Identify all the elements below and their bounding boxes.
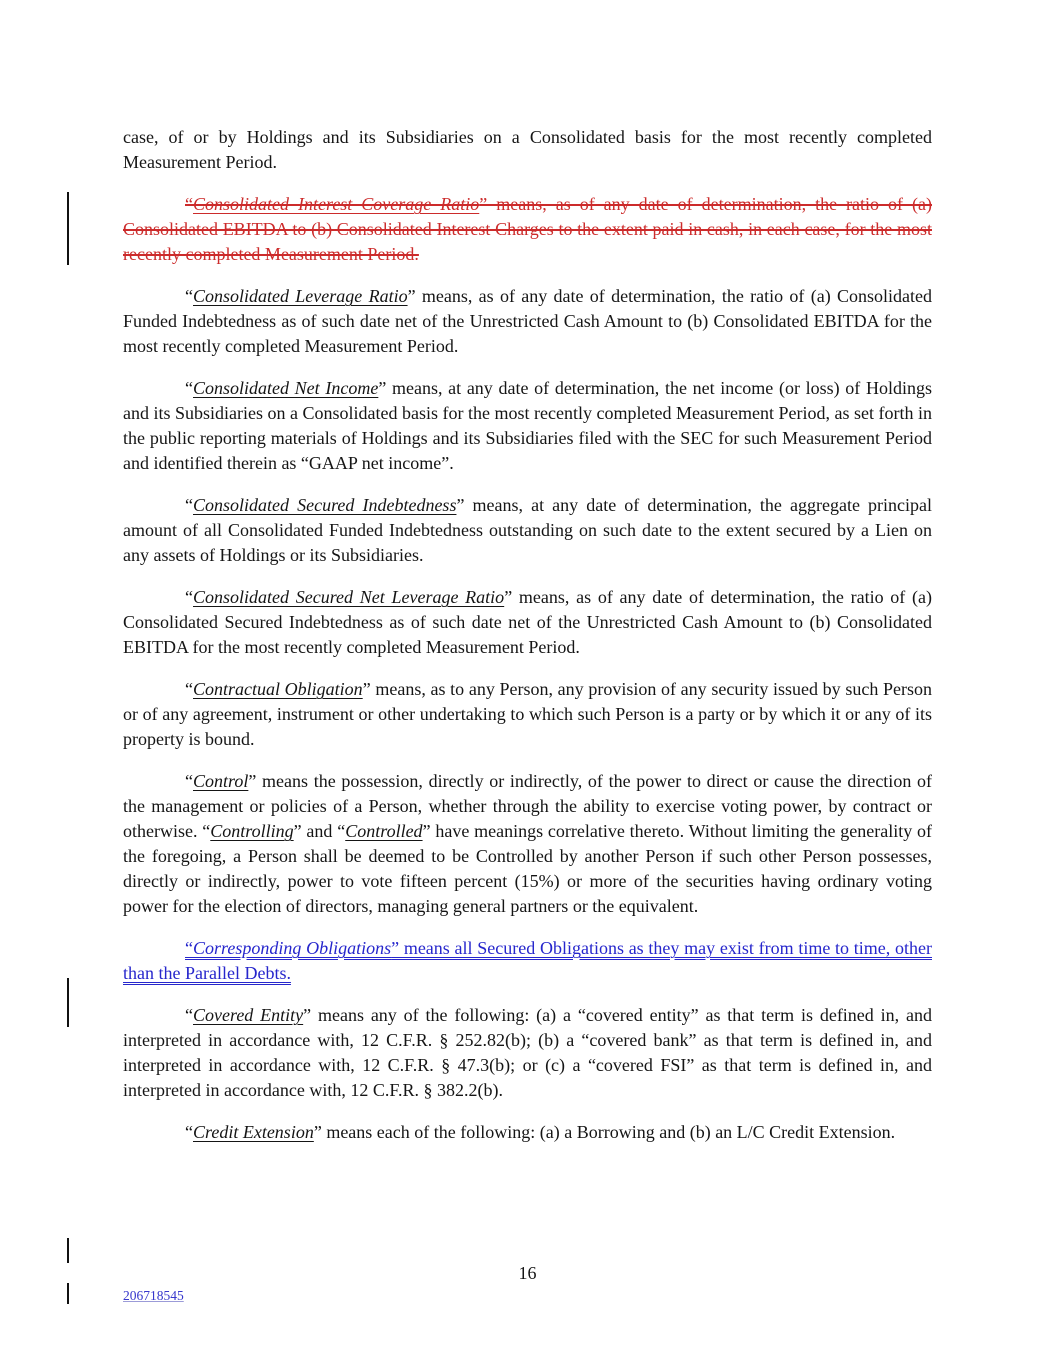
text-run: “	[185, 495, 193, 515]
text-run: “	[185, 587, 193, 607]
text-run: ” means, as of any date of determination, the ratio of (a) Consolidated Funded Indebtedness as of such date net of the Unrestricted Cash Amount to (b) Consolidated EBITDA for the most recently completed Measurement Period.	[123, 286, 932, 356]
document-body	[123, 125, 932, 1162]
text-run: “	[185, 286, 193, 306]
text-run: ” means the possession, directly or indirectly, of the power to direct or cause the direction of the management or policies of a Person, whether through the ability to exercise voting power, by contract or otherwise. “	[123, 771, 932, 841]
text-run: case, of or by Holdings and its Subsidiaries on a Consolidated basis for the most recently completed Measurement Period.	[123, 127, 932, 172]
text-run: “	[185, 194, 193, 214]
text-run: ” means any of the following: (a) a “covered entity” as that term is defined in, and interpreted in accordance with, 12 C.F.R. § 252.82(b); (b) a “covered bank” as that term is defined in, and interpreted in accordance with, 12 C.F.R. § 47.3(b); or (c) a “covered FSI” as that term is defined in, and interpreted in accordance with, 12 C.F.R. § 382.2(b).	[123, 1005, 932, 1100]
paragraph-continuation	[123, 125, 932, 175]
text-run: ” means, as of any date of determination, the ratio of (a) Consolidated EBITDA to (b) Consolidated Interest Charges to the extent paid in cash, in each case, for the most recently completed Measurement Period.	[123, 194, 932, 264]
defined-term: Control	[193, 771, 249, 791]
text-run: “	[185, 378, 193, 398]
text-run: ” means each of the following: (a) a Borrowing and (b) an L/C Credit Extension.	[313, 1122, 896, 1142]
paragraph-consolidated-interest-coverage-ratio	[123, 192, 932, 267]
defined-term: Controlled	[345, 821, 423, 841]
defined-term: Consolidated Leverage Ratio	[193, 286, 408, 306]
paragraph-control	[123, 769, 932, 919]
text-run: ” means, as of any date of determination, the ratio of (a) Consolidated Secured Indebtedness as of such date net of the Unrestricted Cash Amount to (b) Consolidated EBITDA for the most recently completed Measurement Period.	[123, 587, 933, 657]
text-run: “	[185, 1122, 193, 1142]
paragraph-consolidated-secured-net-leverage-ratio	[123, 585, 932, 660]
text-run: “	[185, 1005, 193, 1025]
change-bar	[67, 192, 69, 265]
text-run: ” and “	[293, 821, 346, 841]
defined-term: Controlling	[210, 821, 294, 841]
paragraph-consolidated-leverage-ratio	[123, 284, 932, 359]
paragraph-contractual-obligation	[123, 677, 932, 752]
paragraph-credit-extension	[123, 1120, 932, 1145]
defined-term: Consolidated Secured Net Leverage Ratio	[193, 587, 505, 607]
text-run: ” means all Secured Obligations as they may exist from time to time, other than the Parallel Debts.	[123, 938, 932, 983]
defined-term: Consolidated Net Income	[193, 378, 379, 398]
paragraph-covered-entity	[123, 1003, 932, 1103]
change-bar	[67, 1283, 69, 1304]
defined-term: Credit Extension	[193, 1122, 314, 1142]
text-run: ” means, at any date of determination, the aggregate principal amount of all Consolidated Funded Indebtedness outstanding on such date to the extent secured by a Lien on any assets of Holdings or its Subsidiaries.	[123, 495, 933, 565]
doc-id-link[interactable]: 206718545	[123, 1288, 184, 1303]
text-run: “	[185, 938, 193, 958]
text-run: “	[185, 771, 193, 791]
text-run: ” means, at any date of determination, the net income (or loss) of Holdings and its Subsidiaries on a Consolidated basis for the most recently completed Measurement Period, as set forth in the public reporting materials of Holdings and its Subsidiaries filed with the SEC for such Measurement Period and identified therein as “GAAP net income”.	[123, 378, 932, 473]
paragraph-corresponding-obligations	[123, 936, 932, 986]
change-bar	[67, 978, 69, 1027]
defined-term: Contractual Obligation	[193, 679, 363, 699]
text-run: ” means, as to any Person, any provision of any security issued by such Person or of any agreement, instrument or other undertaking to which such Person is a party or by which it or any of its property is bound.	[123, 679, 932, 749]
change-bar	[67, 1238, 69, 1263]
defined-term: Consolidated Interest Coverage Ratio	[193, 194, 480, 214]
paragraph-consolidated-net-income	[123, 376, 932, 476]
text-run: ” have meanings correlative thereto. Without limiting the generality of the foregoing, a Person shall be deemed to be Controlled by another Person if such other Person possesses, directly or indirectly, power to vote fifteen percent (15%) or more of the securities having ordinary voting power for the election of directors, managing general partners or the equivalent.	[123, 821, 933, 916]
defined-term: Corresponding Obligations	[193, 938, 392, 958]
text-run: “	[185, 679, 193, 699]
defined-term: Consolidated Secured Indebtedness	[193, 495, 457, 515]
paragraph-consolidated-secured-indebtedness	[123, 493, 932, 568]
page-number: 16	[518, 1263, 537, 1283]
defined-term: Covered Entity	[193, 1005, 304, 1025]
